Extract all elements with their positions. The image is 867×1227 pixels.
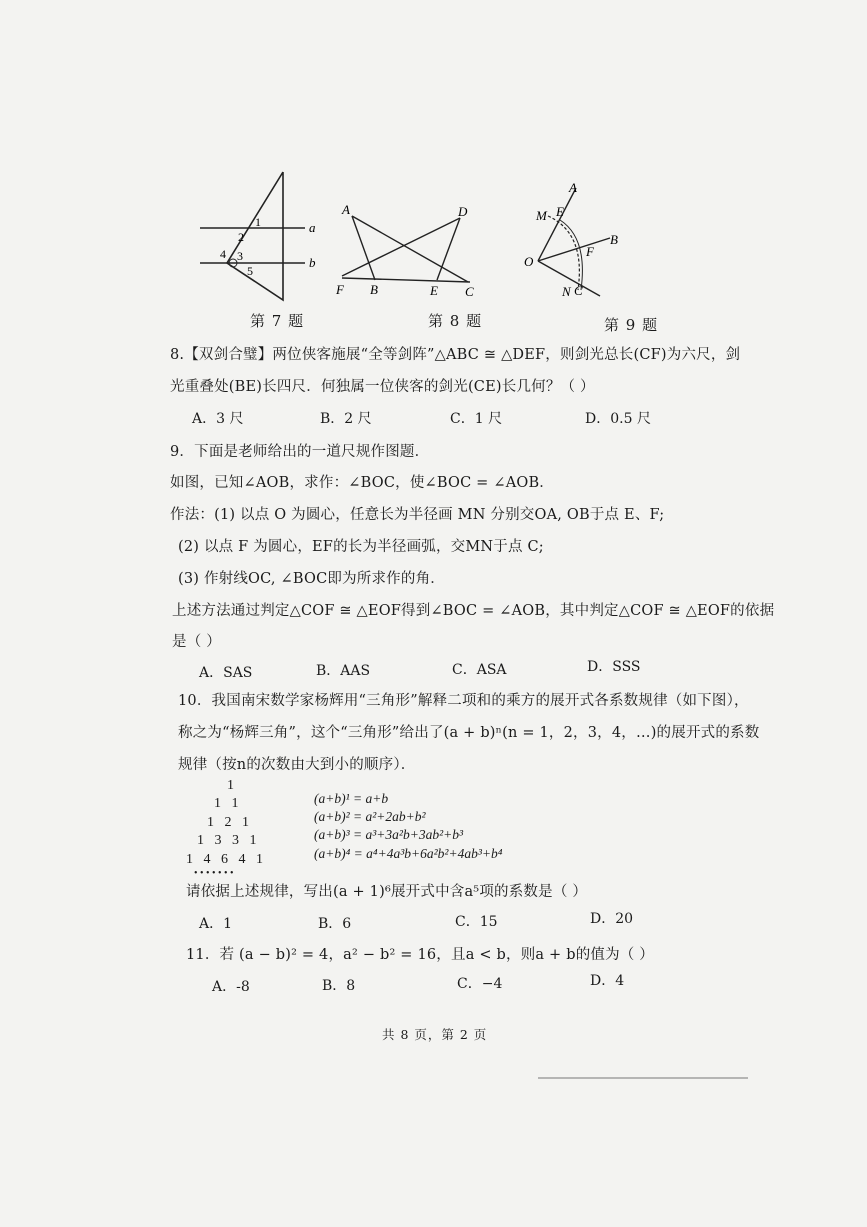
q9-line-6: 上述方法通过判定△COF ≅ △EOF得到∠BOC = ∠AOB，其中判定△COF ≅ △EOF的依据 bbox=[172, 603, 775, 619]
q9-option-d[interactable]: D．SSS bbox=[587, 659, 641, 675]
label-a: a bbox=[309, 220, 316, 235]
figure-8-caption: 第 8 题 bbox=[428, 312, 483, 330]
q9-line-1: 9．下面是老师给出的一道尺规作图题． bbox=[170, 444, 430, 460]
yanghui-row-2: 1 1 bbox=[214, 796, 239, 811]
q10-option-d[interactable]: D．20 bbox=[590, 911, 634, 927]
q10-line-1: 10．我国南宋数学家杨辉用“三角形”解释二项和的乘方的展开式各系数规律（如下图）， bbox=[178, 693, 749, 709]
q10-option-c[interactable]: C．15 bbox=[455, 914, 498, 930]
q9-option-b[interactable]: B．AAS bbox=[316, 663, 371, 679]
label-F: F bbox=[336, 282, 344, 297]
q9-line-2: 如图，已知∠AOB，求作：∠BOC，使∠BOC = ∠AOB． bbox=[170, 475, 555, 491]
q8-line-2: 光重叠处(BE)长四尺．何独属一位侠客的剑光(CE)长几何？（ ） bbox=[170, 379, 595, 395]
q9-line-3: 作法：(1) 以点 O 为圆心，任意长为半径画 MN 分别交OA, OB于点 E、F; bbox=[170, 507, 665, 523]
formula-power-4: (a+b)⁴ = a⁴+4a³b+6a²b²+4ab³+b⁴ bbox=[314, 846, 503, 861]
yanghui-row-5: 1 4 6 4 1 bbox=[186, 852, 263, 867]
label-A: A bbox=[342, 202, 350, 217]
q8-option-c[interactable]: C．1 尺 bbox=[450, 411, 503, 427]
label-3: 3 bbox=[237, 249, 243, 263]
q10-option-b[interactable]: B．6 bbox=[318, 916, 352, 932]
q8-option-b[interactable]: B．2 尺 bbox=[320, 411, 372, 427]
q8-line-1: 8.【双剑合璧】两位侠客施展“全等剑阵”△ABC ≅ △DEF，则剑光总长(CF)为六尺，剑 bbox=[170, 347, 741, 363]
q9-line-5: (3) 作射线OC, ∠BOC即为所求作的角． bbox=[178, 571, 445, 587]
formula-power-3: (a+b)³ = a³+3a²b+3ab²+b³ bbox=[314, 827, 464, 842]
figure-7-diagram bbox=[195, 168, 330, 303]
formula-power-2: (a+b)² = a²+2ab+b² bbox=[314, 809, 426, 824]
q10-question: 请依据上述规律，写出(a + 1)⁶展开式中含a⁵项的系数是（ ） bbox=[186, 884, 588, 900]
label-b: b bbox=[309, 255, 316, 270]
q9-option-a[interactable]: A．SAS bbox=[199, 665, 253, 681]
page-footer: 共 8 页，第 2 页 bbox=[382, 1027, 488, 1042]
q11-line-1: 11．若 (a − b)² = 4，a² − b² = 16，且a < b，则a + b的值为（ ） bbox=[186, 947, 655, 963]
label-F: F bbox=[586, 244, 594, 259]
label-4: 4 bbox=[220, 247, 226, 261]
q9-line-4: (2) 以点 F 为圆心，EF的长为半径画弧，交MN于点 C; bbox=[178, 539, 544, 555]
label-E: E bbox=[430, 283, 438, 298]
q10-line-3: 规律（按n的次数由大到小的顺序）． bbox=[178, 757, 416, 773]
q11-option-b[interactable]: B．8 bbox=[322, 978, 356, 994]
q8-option-a[interactable]: A．3 尺 bbox=[192, 411, 244, 427]
figure-9-diagram bbox=[518, 178, 628, 303]
q8-option-d[interactable]: D．0.5 尺 bbox=[585, 411, 651, 427]
label-C: C bbox=[574, 283, 583, 298]
label-B: B bbox=[370, 282, 378, 297]
figure-7-caption: 第 7 题 bbox=[250, 312, 305, 330]
label-O: O bbox=[524, 254, 534, 269]
yanghui-ellipsis: • • • • • • • bbox=[194, 868, 234, 879]
q10-line-2: 称之为“杨辉三角”，这个“三角形”给出了(a + b)ⁿ(n = 1，2，3，4，…)的展开式的系数 bbox=[178, 725, 760, 741]
label-2: 2 bbox=[238, 230, 244, 244]
q11-option-d[interactable]: D．4 bbox=[590, 973, 625, 989]
q10-option-a[interactable]: A．1 bbox=[199, 916, 233, 932]
label-N: N bbox=[562, 284, 571, 299]
q11-option-c[interactable]: C．−4 bbox=[457, 976, 503, 992]
label-M: M bbox=[536, 208, 547, 223]
q9-line-7: 是（ ） bbox=[172, 634, 221, 650]
yanghui-row-1: 1 bbox=[227, 778, 234, 793]
label-5: 5 bbox=[247, 264, 253, 278]
label-B: B bbox=[610, 232, 618, 247]
formula-power-1: (a+b)¹ = a+b bbox=[314, 791, 389, 806]
label-A: A bbox=[569, 180, 577, 195]
q9-option-c[interactable]: C．ASA bbox=[452, 662, 507, 678]
yanghui-row-4: 1 3 3 1 bbox=[197, 833, 257, 848]
figure-8-diagram bbox=[330, 198, 480, 300]
scan-mark-line bbox=[538, 1077, 748, 1079]
label-D: D bbox=[458, 204, 468, 219]
q11-option-a[interactable]: A．-8 bbox=[212, 979, 250, 995]
label-C: C bbox=[465, 284, 474, 299]
label-1: 1 bbox=[255, 215, 261, 229]
label-E: E bbox=[556, 204, 564, 219]
yanghui-row-3: 1 2 1 bbox=[207, 815, 249, 830]
figure-9-caption: 第 9 题 bbox=[604, 316, 659, 334]
